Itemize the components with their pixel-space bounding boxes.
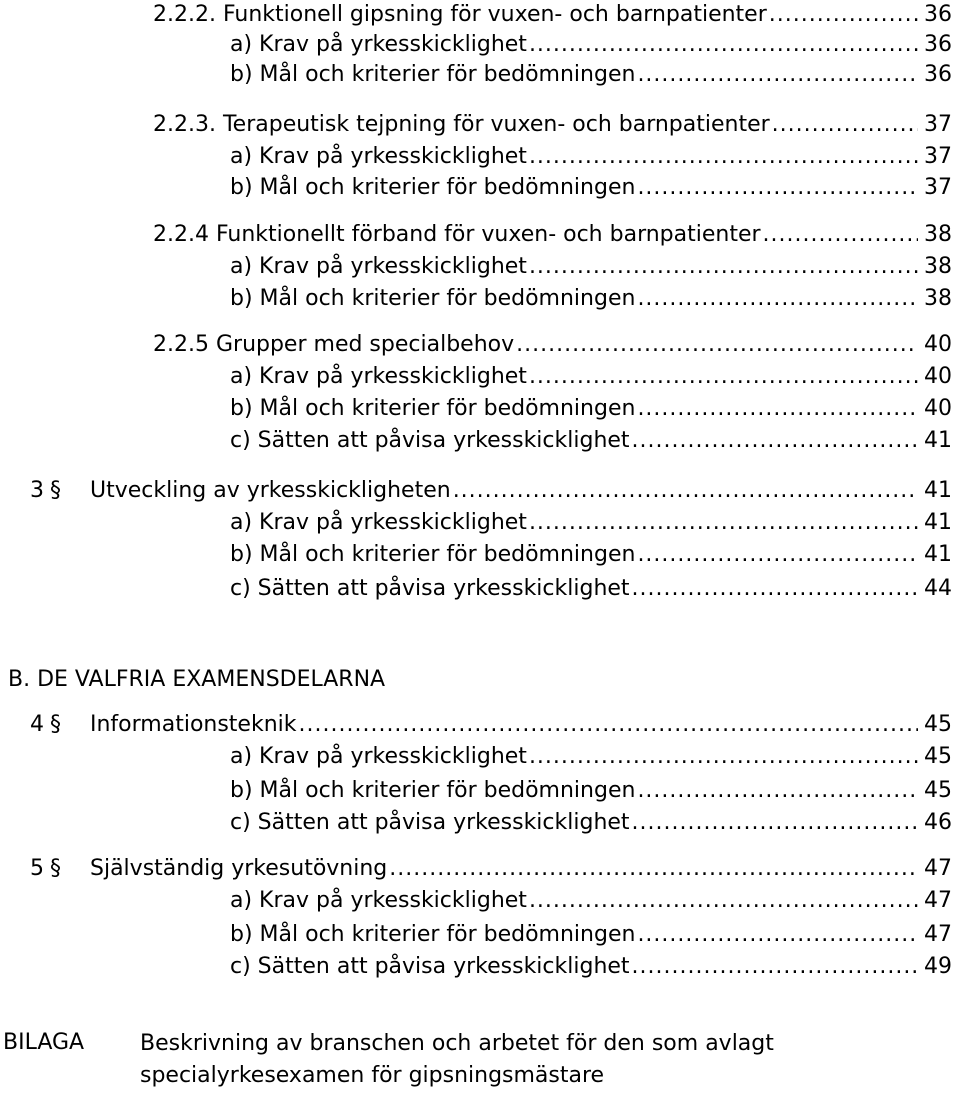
toc-page-number: 37: [924, 144, 952, 169]
toc-entry-title: a) Krav på yrkesskicklighet: [230, 362, 527, 392]
toc-entry[interactable]: [230, 574, 952, 604]
toc-entry-title: b) Mål och kriterier för bedömningen: [230, 284, 635, 314]
toc-entry[interactable]: [230, 508, 952, 538]
toc-page-number: 45: [924, 744, 952, 769]
toc-entry-title: 2.2.4 Funktionellt förband för vuxen- och barnpatienter: [153, 220, 761, 250]
toc-dot-leader: [529, 30, 918, 60]
toc-entry[interactable]: [230, 362, 952, 392]
toc-entry-title: Informationsteknik: [90, 710, 297, 740]
toc-entry[interactable]: [230, 284, 952, 314]
toc-dot-leader: [632, 952, 918, 982]
toc-entry[interactable]: [230, 540, 952, 570]
toc-page-number: 47: [924, 922, 952, 947]
toc-entry-title: a) Krav på yrkesskicklighet: [230, 142, 527, 172]
section-sign-icon: §: [50, 712, 61, 737]
toc-entry[interactable]: [230, 30, 952, 60]
toc-dot-leader: [632, 808, 918, 838]
toc-entry-title: b) Mål och kriterier för bedömningen: [230, 60, 635, 90]
toc-entry[interactable]: [153, 110, 952, 140]
toc-entry-title: a) Krav på yrkesskicklighet: [230, 886, 527, 916]
toc-dot-leader: [637, 60, 918, 90]
toc-page-number: 38: [924, 254, 952, 279]
chapter-number: 5: [30, 856, 44, 881]
toc-entry[interactable]: [230, 886, 952, 916]
toc-page-number: 45: [924, 778, 952, 803]
toc-dot-leader: [529, 886, 918, 916]
toc-page-number: 45: [924, 712, 952, 737]
toc-page-number: 41: [924, 510, 952, 535]
toc-page-number: 38: [924, 222, 952, 247]
toc-dot-leader: [637, 173, 918, 203]
toc-entry[interactable]: [230, 742, 952, 772]
toc-entry-title: c) Sätten att påvisa yrkesskicklighet: [230, 952, 630, 982]
toc-page-number: 49: [924, 954, 952, 979]
toc-entry[interactable]: [90, 854, 952, 884]
toc-entry-title: b) Mål och kriterier för bedömningen: [230, 776, 635, 806]
toc-entry[interactable]: [230, 952, 952, 982]
toc-entry[interactable]: [230, 394, 952, 424]
toc-entry-title: a) Krav på yrkesskicklighet: [230, 508, 527, 538]
appendix-label: BILAGA: [3, 1030, 85, 1055]
toc-dot-leader: [299, 710, 918, 740]
toc-entry[interactable]: [230, 426, 952, 456]
toc-dot-leader: [516, 330, 918, 360]
toc-dot-leader: [529, 362, 918, 392]
toc-dot-leader: [529, 742, 918, 772]
toc-dot-leader: [637, 540, 918, 570]
toc-page-number: 46: [924, 810, 952, 835]
toc-page-number: 36: [924, 32, 952, 57]
toc-page-number: 36: [924, 62, 952, 87]
toc-entry-title: a) Krav på yrkesskicklighet: [230, 30, 527, 60]
toc-entry-title: b) Mål och kriterier för bedömningen: [230, 540, 635, 570]
toc-entry-title: 2.2.3. Terapeutisk tejpning för vuxen- och barnpatienter: [153, 110, 770, 140]
toc-entry[interactable]: [153, 0, 952, 30]
toc-entry[interactable]: [90, 710, 952, 740]
toc-dot-leader: [637, 920, 918, 950]
toc-dot-leader: [389, 854, 918, 884]
chapter-number: 4: [30, 712, 44, 737]
toc-page-number: 40: [924, 364, 952, 389]
toc-entry[interactable]: [90, 476, 952, 506]
toc-entry-title: c) Sätten att påvisa yrkesskicklighet: [230, 574, 630, 604]
appendix-description: Beskrivning av branschen och arbetet för den som avlagt specialyrkesexamen för gipsningsmästare: [140, 1031, 774, 1088]
toc-entry[interactable]: [230, 808, 952, 838]
toc-entry-title: Självständig yrkesutövning: [90, 854, 387, 884]
toc-page-number: 41: [924, 542, 952, 567]
toc-entry-title: 2.2.5 Grupper med specialbehov: [153, 330, 514, 360]
toc-dot-leader: [529, 142, 918, 172]
toc-page-number: 47: [924, 856, 952, 881]
toc-page-number: 36: [924, 2, 952, 27]
toc-dot-leader: [632, 426, 918, 456]
toc-entry[interactable]: [153, 220, 952, 250]
toc-page-number: 40: [924, 332, 952, 357]
toc-page-number: 41: [924, 428, 952, 453]
toc-entry-title: b) Mål och kriterier för bedömningen: [230, 394, 635, 424]
section-sign-icon: §: [50, 478, 61, 503]
toc-dot-leader: [632, 574, 918, 604]
section-heading: B. DE VALFRIA EXAMENSDELARNA: [8, 667, 386, 692]
toc-page-number: 41: [924, 478, 952, 503]
toc-entry-title: c) Sätten att påvisa yrkesskicklighet: [230, 808, 630, 838]
toc-entry[interactable]: [230, 142, 952, 172]
toc-dot-leader: [763, 220, 918, 250]
chapter-number: 3: [30, 478, 44, 503]
toc-dot-leader: [637, 776, 918, 806]
toc-page-number: 37: [924, 175, 952, 200]
toc-dot-leader: [529, 508, 918, 538]
toc-page-number: 47: [924, 888, 952, 913]
toc-entry[interactable]: [230, 60, 952, 90]
toc-entry-title: a) Krav på yrkesskicklighet: [230, 252, 527, 282]
toc-page-number: 38: [924, 286, 952, 311]
toc-entry[interactable]: [230, 776, 952, 806]
toc-entry-title: b) Mål och kriterier för bedömningen: [230, 920, 635, 950]
toc-entry[interactable]: [153, 330, 952, 360]
toc-entry-title: b) Mål och kriterier för bedömningen: [230, 173, 635, 203]
toc-entry-title: Utveckling av yrkesskickligheten: [90, 476, 451, 506]
toc-dot-leader: [772, 110, 918, 140]
toc-page-number: 44: [924, 576, 952, 601]
toc-dot-leader: [529, 252, 918, 282]
toc-page-number: 40: [924, 396, 952, 421]
toc-dot-leader: [637, 284, 918, 314]
toc-entry[interactable]: [230, 173, 952, 203]
toc-entry-title: a) Krav på yrkesskicklighet: [230, 742, 527, 772]
toc-entry-title: 2.2.2. Funktionell gipsning för vuxen- och barnpatienter: [153, 0, 767, 30]
toc-dot-leader: [769, 0, 918, 30]
toc-dot-leader: [453, 476, 918, 506]
section-sign-icon: §: [50, 856, 61, 881]
toc-page-number: 37: [924, 112, 952, 137]
toc-entry[interactable]: [230, 252, 952, 282]
toc-entry[interactable]: [230, 920, 952, 950]
toc-entry-title: c) Sätten att påvisa yrkesskicklighet: [230, 426, 630, 456]
toc-dot-leader: [637, 394, 918, 424]
